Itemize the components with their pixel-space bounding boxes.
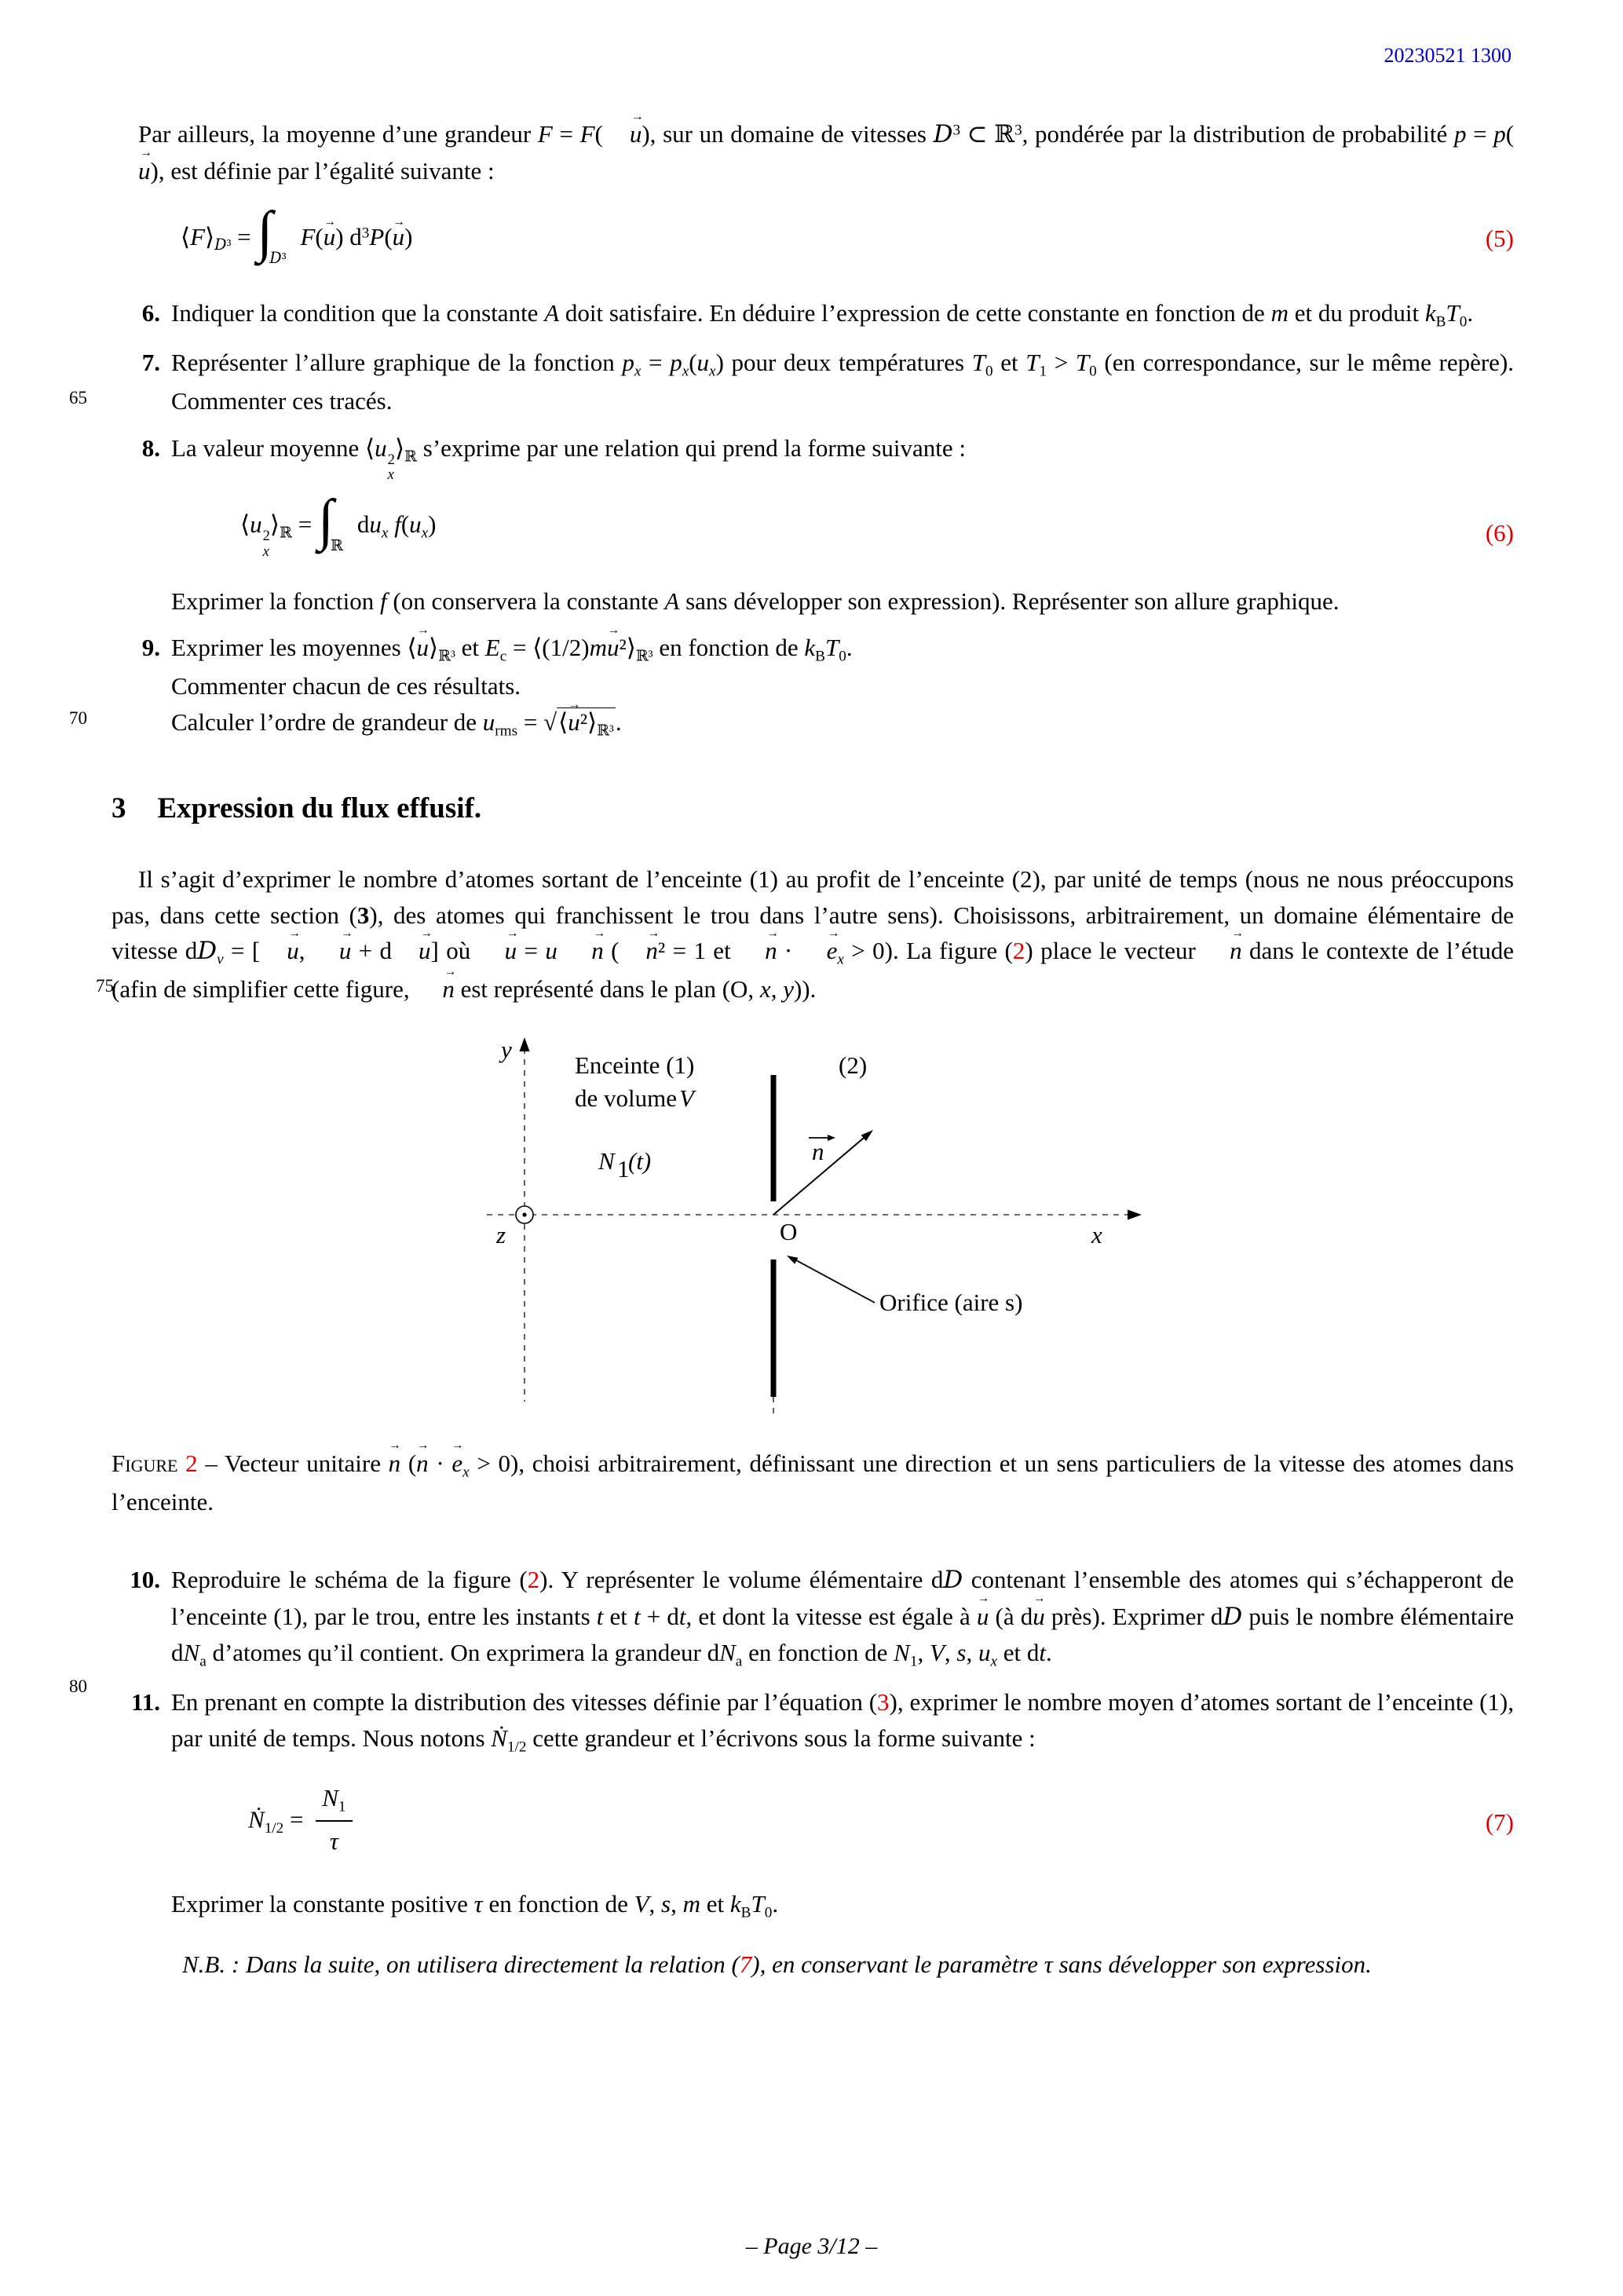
orifice-arrow-line xyxy=(796,1260,875,1303)
item-number: 9. xyxy=(141,634,160,662)
section-title: Expression du flux effusif. xyxy=(157,792,482,824)
page-content xyxy=(69,0,1515,1982)
equation-7 xyxy=(171,1776,1514,1869)
question-list-10-11 xyxy=(69,1562,1515,1925)
figure-2-caption: Figure 2 – Vecteur unitaire n → (n → · $e \to_x > 0$), choisi arbitrairement, définissant une direction et un sens particuliers de la vitesse des atomes dans l’enceinte. xyxy=(111,1446,1514,1520)
figure-2-diagram xyxy=(487,1034,1162,1419)
question-8-intro: La valeur moyenne ⟨u 2 x $⟩_ℝ$ s’exprime par une relation qui prend la forme suivante : xyxy=(171,433,966,484)
x-axis-arrowhead xyxy=(1128,1209,1142,1219)
item-number: 6. xyxy=(141,299,160,327)
z-axis-label: z xyxy=(496,1220,506,1249)
item-number: 11. xyxy=(130,1688,160,1717)
equation-7-ref[interactable]: 7 xyxy=(739,1950,752,1978)
n-vector-label: n xyxy=(812,1137,824,1165)
chamber-2-label: (2) xyxy=(839,1051,868,1079)
flux-paragraph xyxy=(96,861,1515,1007)
margin-line-number-75: 75 xyxy=(96,975,114,996)
equation-5 xyxy=(111,199,1514,272)
section-3-heading xyxy=(111,792,1514,825)
margin-line-number-65: 65 xyxy=(69,388,87,408)
n1-argument: (t) xyxy=(628,1146,652,1175)
question-11 xyxy=(127,1684,1514,1925)
equation-6-body: ⟨u 2 x $⟩_ℝ = \int_ℝdu_x$ $f(u_x)$ xyxy=(240,487,437,560)
question-list-6-9 xyxy=(69,295,1515,743)
intro-paragraph: Par ailleurs, la moyenne d’une grandeur F = F( u →), sur un domaine de vitesses $D^3$ ⊂ ℝ$^3$, pondérée par la distribution de probabilité p = p(u →), est définie par l’égalité suivante : xyxy=(111,0,1514,188)
n1-variable: N xyxy=(598,1146,615,1175)
question-6-text: Indiquer la condition que la constante A doit satisfaire. En déduire l’expression de cette constante en fonction de m et du produit $k_BT_0$. xyxy=(171,299,1474,331)
equation-5-body: $⟨F⟩_{D^3} = \int_{D^3}F(u$ →) $d^3P(u$ →) xyxy=(181,223,413,255)
orifice-arrowhead xyxy=(787,1256,799,1264)
equation-6 xyxy=(171,487,1514,566)
origin-label: O xyxy=(780,1217,798,1245)
question-11-continuation: Exprimer la constante positive τ en fonction de V, s, m et $k_BT_0$. xyxy=(171,1889,779,1921)
figure-2-ref[interactable]: 2 xyxy=(185,1449,198,1477)
item-number: 10. xyxy=(130,1566,160,1594)
figure-2-ref[interactable]: 2 xyxy=(1012,937,1025,965)
question-9-line-2: Commenter chacun de ces résultats. xyxy=(171,672,521,700)
equation-7-number: (7) xyxy=(1485,1808,1514,1836)
question-10-text: Reproduire le schéma de la figure (2). Y représenter le volume élémentaire dD contenant l’ensemble des atomes qui s’échapperont de l’enceinte (1), par le trou, entre les instants t et t + dt, et dont la vitesse est égale à u → (à du → près). Exprimer dD puis le nombre élémentaire $dN_a$ d’atomes qu’il contient. On exprimera la grandeur $dN_a$ en fonction de $N_1$, V, s, $u_x$ et dt. xyxy=(171,1562,1514,1673)
question-8 xyxy=(127,430,1514,620)
question-9-line-3: Calculer l’ordre de grandeur de $u_{rms}$ = √⟨u $\to^2⟩_{ℝ^3}$. xyxy=(171,704,1514,743)
y-axis-label: y xyxy=(501,1035,512,1063)
nota-bene: N.B. : Dans la suite, on utilisera directement la relation (7), en conservant le paramètre τ sans développer son expression. xyxy=(182,1950,1372,1978)
n1-subscript: 1 xyxy=(617,1154,630,1183)
question-9 xyxy=(69,630,1514,743)
question-7 xyxy=(69,345,1515,419)
margin-line-number-70: 70 xyxy=(69,708,87,729)
equation-5-number: (5) xyxy=(1485,225,1514,253)
item-number: 8. xyxy=(141,433,160,462)
volume-text-label: de volume xyxy=(575,1084,677,1112)
equation-7-body: Ṅ$_{1/2}$ = $\frac{N_1}{\tau}$ xyxy=(248,1782,353,1862)
flux-paragraph-text: Il s’agit d’exprimer le nombre d’atomes sortant de l’enceinte (1) au profit de l’enceinte (2), par unité de temps (nous ne nous préoccupons pas, dans cette section (3), des atomes qui franchissent le trou dans l’autre sens). Choisissons, arbitrairement, un domaine élémentaire de vitesse $dD_v$ = [ u →, u → + d u →] où u → = u n → ( n →² = 1 et n → · $e \to_x > 0$). La figure (2) place le vecteur n → dans le contexte de l’étude (afin de simplifier cette figure, n → est représenté dans le plan (O, x, y)). xyxy=(111,865,1514,1003)
volume-variable-label: V xyxy=(679,1084,694,1112)
question-11-text: En prenant en compte la distribution des vitesses définie par l’équation (3), exprimer le nombre moyen d’atomes sortant de l’enceinte (1), par unité de temps. Nous notons Ṅ$_{1/2}$ cette grandeur et l’écrivons sous la forme suivante : xyxy=(171,1688,1515,1756)
question-9-line-1: Exprimer les moyennes ⟨u $\to⟩_{ℝ^3}$ et $E_c$ = ⟨(1/2)mu $\to^2⟩_{ℝ^3}$ en fonction de $k_BT_0$. xyxy=(171,630,1514,668)
n-label-arrowhead xyxy=(828,1135,835,1141)
figure-2-ref[interactable]: 2 xyxy=(527,1566,540,1594)
y-axis-arrowhead xyxy=(520,1037,530,1051)
item-number: 7. xyxy=(141,349,160,377)
z-axis-dot xyxy=(522,1212,526,1216)
x-axis-label: x xyxy=(1091,1220,1102,1249)
question-10 xyxy=(69,1562,1514,1697)
figure-2-canvas xyxy=(487,1034,1162,1419)
enceinte-1-label: Enceinte (1) xyxy=(575,1051,695,1079)
document-timestamp: 20230521 1300 xyxy=(1384,44,1512,67)
orifice-label: Orifice (aire s) xyxy=(879,1288,1023,1316)
question-7-text: Représenter l’allure graphique de la fonction $p_x = p_x(u_x)$ pour deux températures $T_0$ et $T_1 > T_0$ (en correspondance, sur le même repère). Commenter ces tracés. xyxy=(171,349,1515,415)
margin-line-number-80: 80 xyxy=(69,1676,87,1697)
equation-3-ref[interactable]: 3 xyxy=(877,1688,890,1717)
question-6 xyxy=(127,295,1514,334)
equation-6-number: (6) xyxy=(1485,519,1514,547)
section-number: 3 xyxy=(111,792,126,824)
page-footer: – Page 3/12 – xyxy=(745,2233,878,2259)
question-8-continuation: Exprimer la fonction f (on conservera la constante A sans développer son expression). Représenter son allure graphique. xyxy=(171,587,1340,615)
